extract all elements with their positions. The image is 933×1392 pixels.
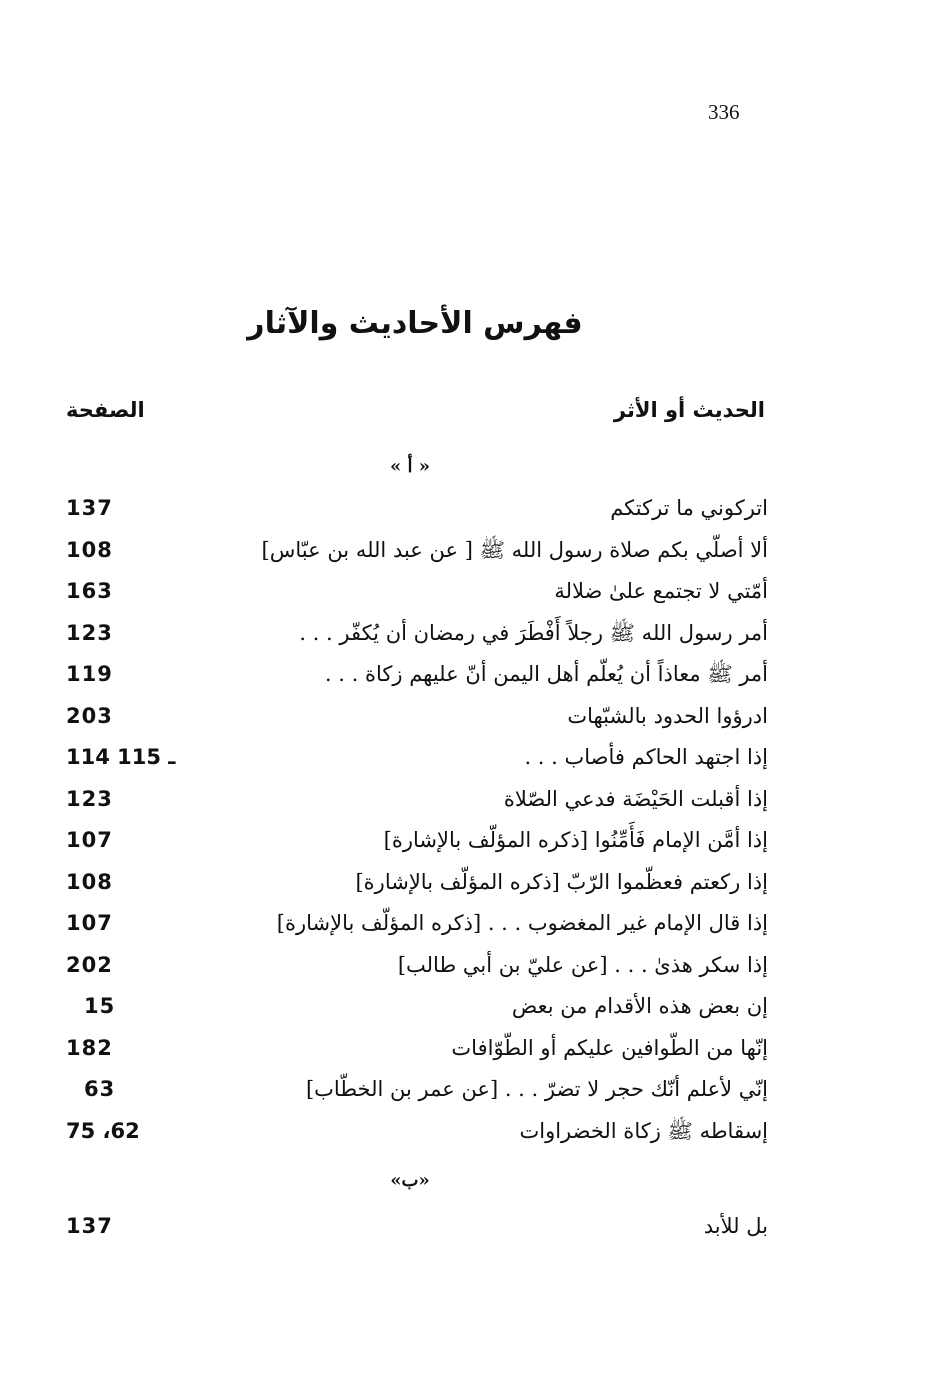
index-entry	[60, 905, 768, 941]
index-entry	[60, 781, 768, 817]
entry-pages: 119	[66, 662, 113, 686]
entry-text: إذا سكر هذىٰ . . . [عن عليّ بن أبي طالب]	[397, 953, 768, 977]
entry-text: إذا أمَّن الإمام فَأَمِّنُوا [ذكره المؤلّف بالإشارة]	[383, 828, 768, 852]
entry-text: أمر رسول الله ﷺ رجلاً أَفْطَرَ في رمضان أن يُكفّر . . .	[299, 621, 768, 645]
entry-pages: 114 ـ 115	[66, 745, 176, 769]
index-entry	[60, 615, 768, 651]
entry-pages: 163	[66, 579, 113, 603]
index-entry	[60, 739, 768, 775]
index-title: فهرس الأحاديث والآثار	[247, 306, 583, 341]
entry-pages: 203	[66, 704, 113, 728]
entry-text: أمّتي لا تجتمع علىٰ ضلالة	[554, 579, 768, 603]
entry-pages: 107	[66, 911, 113, 935]
entry-text: إذا ركعتم فعظّموا الرّبّ [ذكره المؤلّف بالإشارة]	[355, 870, 768, 894]
section-letter-ba: «ب»	[390, 1170, 430, 1191]
index-entry	[60, 947, 768, 983]
entry-pages: 107	[66, 828, 113, 852]
section-letter-alif: « أ »	[389, 456, 431, 477]
entry-text: بل للأبد	[703, 1214, 768, 1238]
index-entry	[60, 490, 768, 526]
entry-text: إذا اجتهد الحاكم فأصاب . . .	[524, 745, 768, 769]
index-entry	[60, 1113, 768, 1149]
entry-pages: 108	[66, 538, 113, 562]
entry-pages: 62، 75	[66, 1119, 140, 1143]
entry-pages: 137	[66, 1214, 113, 1238]
entry-pages: 123	[66, 621, 113, 645]
entry-text: إنّها من الطّوافين عليكم أو الطّوّافات	[451, 1036, 768, 1060]
entry-text: إذا قال الإمام غير المغضوب . . . [ذكره المؤلّف بالإشارة]	[276, 911, 768, 935]
entry-text: اتركوني ما تركتكم	[610, 496, 768, 520]
column-header-page: الصفحة	[66, 398, 145, 422]
index-entry	[60, 532, 768, 568]
index-entry	[60, 698, 768, 734]
entry-text: أمر ﷺ معاذاً أن يُعلّم أهل اليمن أنّ عليهم زكاة . . .	[324, 662, 768, 686]
column-header-hadith: الحديث أو الأثر	[613, 398, 765, 422]
entry-text: إذا أقبلت الحَيْضَة فدعي الصّلاة	[503, 787, 768, 811]
index-entry	[60, 988, 768, 1024]
index-entry	[60, 1071, 768, 1107]
entry-pages: 182	[66, 1036, 113, 1060]
entry-pages: 15	[84, 994, 116, 1018]
index-entry	[60, 656, 768, 692]
entry-pages: 63	[84, 1077, 116, 1101]
index-entry	[60, 573, 768, 609]
entry-pages: 137	[66, 496, 113, 520]
entry-text: ادرؤوا الحدود بالشبّهات	[567, 704, 768, 728]
entry-pages: 108	[66, 870, 113, 894]
entry-text: ألا أصلّي بكم صلاة رسول الله ﷺ [ عن عبد الله بن عبّاس]	[261, 538, 768, 562]
entry-text: إنّي لأعلم أنّك حجر لا تضرّ . . . [عن عمر بن الخطّاب]	[305, 1077, 768, 1101]
index-entry	[60, 864, 768, 900]
index-entry	[60, 1030, 768, 1066]
entry-pages: 202	[66, 953, 113, 977]
entry-pages: 123	[66, 787, 113, 811]
index-entry	[60, 1208, 768, 1244]
entry-text: إسقاطه ﷺ زكاة الخضراوات	[519, 1119, 768, 1143]
index-entry	[60, 822, 768, 858]
page-number: 336	[708, 100, 740, 124]
entry-text: إن بعض هذه الأقدام من بعض	[511, 994, 768, 1018]
